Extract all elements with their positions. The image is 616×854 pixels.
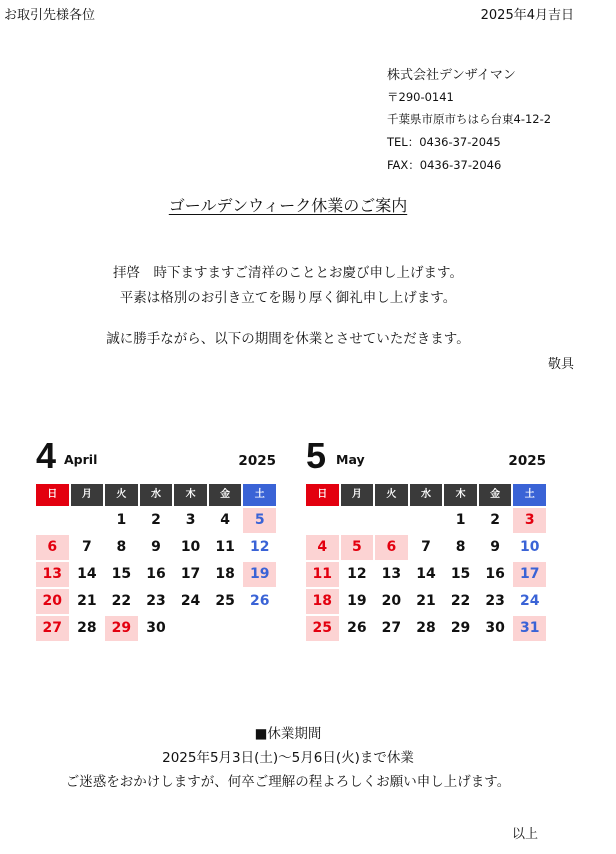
- sender-address: 千葉県市原市ちはら台東4-12-2: [387, 112, 552, 126]
- calendar-day: 9: [151, 539, 161, 555]
- closing-keigu: 敬具: [547, 357, 574, 372]
- empty-day-cell: [36, 508, 69, 533]
- empty-day-cell: [71, 508, 104, 533]
- weekday-header: 水: [410, 484, 443, 506]
- empty-day-cell: [410, 508, 443, 533]
- calendar-day: 21: [416, 593, 436, 609]
- weekday-header: 火: [105, 484, 138, 506]
- month-name: April: [64, 452, 98, 467]
- calendar-day: 26: [347, 620, 367, 636]
- calendar-day: 5: [243, 508, 276, 533]
- calendar-day: 1: [455, 512, 466, 528]
- calendar-day: 19: [347, 593, 367, 609]
- calendar-day: 14: [416, 566, 436, 582]
- calendar-day: 14: [77, 566, 97, 582]
- calendar-day: 6: [375, 535, 408, 560]
- calendar-day: 13: [36, 562, 69, 587]
- calendar-grid: [36, 484, 276, 641]
- calendar-year: 2025: [508, 453, 546, 469]
- calendar-day: 29: [105, 616, 138, 641]
- weekday-header: 木: [174, 484, 207, 506]
- calendar-day: 16: [146, 566, 166, 582]
- weekday-header: 土: [513, 484, 546, 506]
- calendar-day: 30: [146, 620, 166, 636]
- calendar-day: 12: [347, 566, 367, 582]
- calendar-day: 30: [485, 620, 505, 636]
- calendar-day: 28: [77, 620, 97, 636]
- calendar-day: 19: [243, 562, 276, 587]
- calendar-day: 4: [220, 512, 230, 528]
- calendar-day: 27: [36, 616, 69, 641]
- calendar-day: 11: [306, 562, 339, 587]
- calendar-day: 3: [513, 508, 546, 533]
- addressee: お取引先様各位: [4, 8, 96, 23]
- calendar-day: 10: [519, 539, 540, 555]
- month-number: 4: [36, 435, 57, 476]
- calendar-may: [306, 436, 546, 641]
- closure-period: 2025年5月3日(土)～5月6日(火)まで休業: [162, 750, 414, 766]
- sender-postal: 〒290-0141: [387, 90, 454, 104]
- calendar-day: 1: [116, 512, 127, 528]
- calendar-day: 29: [450, 620, 471, 636]
- calendar-day: 31: [513, 616, 546, 641]
- calendar-day: 8: [116, 539, 127, 555]
- empty-day-cell: [341, 508, 374, 533]
- calendar-day: 22: [450, 593, 471, 609]
- weekday-header: 月: [71, 484, 104, 506]
- empty-day-cell: [375, 508, 408, 533]
- calendar-day: 9: [490, 539, 500, 555]
- calendar-day: 23: [485, 593, 505, 609]
- calendar-day: 25: [306, 616, 339, 641]
- weekday-header: 金: [209, 484, 242, 506]
- weekday-header: 土: [243, 484, 276, 506]
- calendar-day: 20: [36, 589, 69, 614]
- calendar-day: 18: [215, 566, 235, 582]
- calendar-day: 8: [455, 539, 466, 555]
- calendar-day: 12: [249, 539, 270, 555]
- calendar-day: 18: [306, 589, 339, 614]
- calendar-day: 3: [185, 512, 196, 528]
- calendar-day: 23: [146, 593, 166, 609]
- body-line-1: 拝啓 時下ますますご清祥のこととお慶び申し上げます。: [113, 265, 463, 281]
- calendar-day: 24: [180, 593, 201, 609]
- body-line-2: 平素は格別のお引き立てを賜り厚く御礼申し上げます。: [119, 290, 457, 306]
- weekday-header: 木: [444, 484, 477, 506]
- calendar-day: 22: [111, 593, 132, 609]
- calendar-day: 7: [421, 539, 431, 555]
- calendar-day: 17: [513, 562, 546, 587]
- weekday-header: 水: [140, 484, 173, 506]
- sender-fax: FAX：0436-37-2046: [387, 158, 502, 172]
- calendar-year: 2025: [238, 453, 276, 469]
- calendar-day: 21: [77, 593, 97, 609]
- calendar-day: 28: [416, 620, 436, 636]
- calendar-day: 25: [215, 593, 235, 609]
- calendar-day: 10: [180, 539, 201, 555]
- sender-company: 株式会社デンザイマン: [387, 68, 516, 83]
- sender-tel: TEL：0436-37-2045: [387, 135, 501, 149]
- calendar-day: 11: [215, 539, 235, 555]
- calendar-day: 2: [151, 512, 161, 528]
- calendar-day: 7: [81, 539, 92, 555]
- calendar-header: [36, 436, 276, 484]
- calendar-header: [306, 436, 546, 484]
- weekday-header: 金: [479, 484, 512, 506]
- calendar-day: 13: [381, 566, 402, 582]
- calendar-day: 27: [381, 620, 402, 636]
- weekday-header: 日: [306, 484, 339, 506]
- calendar-day: 15: [450, 566, 471, 582]
- calendar-day: 16: [485, 566, 505, 582]
- calendar-day: 20: [381, 593, 402, 609]
- page-title: ゴールデンウィーク休業のご案内: [168, 196, 408, 215]
- calendar-day: 2: [490, 512, 500, 528]
- issue-date: 2025年4月吉日: [480, 8, 574, 23]
- calendar-grid: [306, 484, 546, 641]
- calendar-april: [36, 436, 276, 641]
- calendar-day: 15: [111, 566, 132, 582]
- closure-apology: ご迷惑をおかけしますが、何卒ご理解の程よろしくお願い申し上げます。: [65, 774, 511, 790]
- body-line-3: 誠に勝手ながら、以下の期間を休業とさせていただきます。: [106, 331, 470, 347]
- month-number: 5: [306, 435, 327, 476]
- closure-heading: ■休業期間: [254, 726, 322, 742]
- weekday-header: 月: [341, 484, 374, 506]
- closing-ijou: 以上: [511, 827, 538, 842]
- empty-day-cell: [306, 508, 339, 533]
- calendar-day: 26: [249, 593, 270, 609]
- weekday-header: 火: [375, 484, 408, 506]
- calendar-day: 17: [180, 566, 201, 582]
- calendar-day: 24: [519, 593, 540, 609]
- calendar-day: 6: [36, 535, 69, 560]
- weekday-header: 日: [36, 484, 69, 506]
- calendar-day: 5: [341, 535, 374, 560]
- calendar-day: 4: [306, 535, 339, 560]
- month-name: May: [336, 452, 365, 467]
